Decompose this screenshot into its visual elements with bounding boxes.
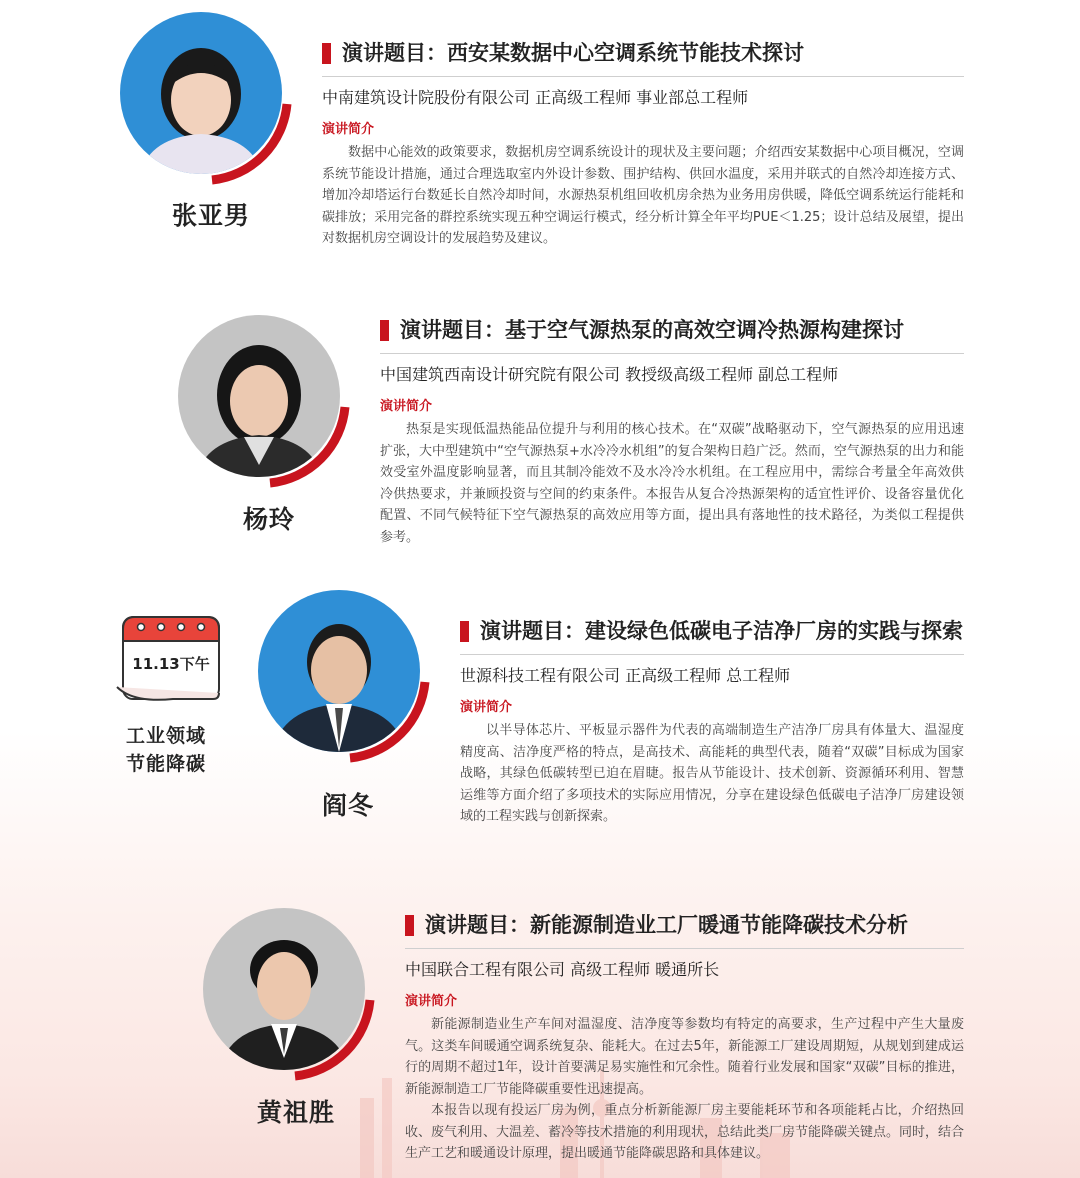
session-topic-line1: 工业领域: [126, 725, 207, 747]
session-topic-line2: 节能降碳: [126, 753, 207, 775]
talk-abstract: 以半导体芯片、平板显示器件为代表的高端制造生产洁净厂房具有体量大、温湿度精度高、洁净度严格的特点，是高技术、高能耗的典型代表，随着“双碳”目标成为国家战略，其绿色低碳转型已迫在眉睫。报告从节能设计、技术创新、资源循环利用、智慧运维等方面介绍了多项技术的实际应用情况，分享在建设绿色低碳电子洁净厂房建设领域的工程实践与创新探索。: [460, 723, 964, 824]
divider: [460, 654, 964, 655]
intro-label: 演讲简介: [322, 122, 375, 137]
speaker-name: 杨玲: [243, 505, 296, 534]
talk-title: 演讲题目：西安某数据中心空调系统节能技术探讨: [322, 38, 964, 68]
intro-label: 演讲简介: [460, 700, 513, 715]
session-topic: [126, 722, 206, 778]
speaker-info: [460, 616, 964, 828]
speaker-photo-3: [258, 590, 428, 760]
speaker-photo-2: [178, 315, 348, 485]
intro-label: 演讲简介: [405, 994, 458, 1009]
talk-abstract-paragraph-2: 本报告以现有投运厂房为例，重点分析新能源厂房主要能耗环节和各项能耗占比，介绍热回收、废气利用、大温差、蓄冷等技术措施的利用现状，总结此类厂房节能降碳关键点。同时，结合生产工艺和暖通设计原理，提出暖通节能降碳思路和具体建议。: [405, 1103, 965, 1161]
speaker-name: 阎冬: [322, 791, 375, 820]
talk-title: 演讲题目：基于空气源热泵的高效空调冷热源构建探讨: [380, 315, 964, 345]
date-badge-text: 11.13下午: [132, 655, 210, 673]
talk-abstract: [405, 1014, 964, 1165]
talk-title: 演讲题目：建设绿色低碳电子洁净厂房的实践与探索: [460, 616, 964, 646]
talk-title: 演讲题目：新能源制造业工厂暖通节能降碳技术分析: [405, 910, 964, 940]
avatar: [120, 12, 282, 174]
calendar-icon: [113, 607, 225, 707]
talk-abstract-paragraph-1: 新能源制造业生产车间对温湿度、洁净度等参数均有特定的高要求，生产过程中产生大量废气。这类车间暖通空调系统复杂、能耗大。在过去5年，新能源工厂建设周期短，从规划到建成运行的周期不超过1年，设计首要满足易实施性和冗余性。随着行业发展和国家“双碳”目标的推进，新能源制造工厂节能降碳重要性迅速提高。: [405, 1017, 964, 1097]
speaker-affiliation: 世源科技工程有限公司 正高级工程师 总工程师: [460, 666, 791, 685]
avatar: [178, 315, 340, 477]
divider: [380, 353, 964, 354]
talk-abstract: 数据中心能效的政策要求，数据机房空调系统设计的现状及主要问题；介绍西安某数据中心项目概况，空调系统节能设计措施，通过合理选取室内外设计参数、围护结构、供回水温度，采用并联式的自然冷却连接方式、增加冷却塔运行台数延长自然冷却时间，水源热泵机组回收机房余热为业务用房供暖，降低空调系统运行能耗和碳排放；采用完备的群控系统实现五种空调运行模式，经分析计算全年平均PUE＜1.25；设计总结及展望，提出对数据机房空调设计的发展趋势及建议。: [322, 145, 964, 246]
speaker-info: [322, 38, 964, 250]
speaker-info: [405, 910, 964, 1165]
speaker-name: 张亚男: [172, 201, 251, 230]
talk-abstract: 热泵是实现低温热能品位提升与利用的核心技术。在“双碳”战略驱动下，空气源热泵的应用迅速扩张，大中型建筑中“空气源热泵+水冷冷水机组”的复合架构日趋广泛。然而，空气源热泵的出力和能效受室外温度影响显著，而且其制冷能效不及水冷冷水机组。在工程应用中，需综合考量全年高效供冷供热要求，并兼顾投资与空间的约束条件。本报告从复合冷热源架构的适宜性评价、设备容量优化配置、不同气候特征下空气源热泵的高效应用等方面，提出具有落地性的技术路径，为类似工程提供参考。: [380, 422, 964, 545]
avatar: [203, 908, 365, 1070]
divider: [405, 948, 964, 949]
speaker-affiliation: 中国建筑西南设计研究院有限公司 教授级高级工程师 副总工程师: [380, 365, 839, 384]
speaker-affiliation: 中南建筑设计院股份有限公司 正高级工程师 事业部总工程师: [322, 88, 749, 107]
avatar: [258, 590, 420, 752]
speaker-name: 黄祖胜: [257, 1098, 336, 1127]
divider: [322, 76, 964, 77]
speaker-info: [380, 315, 964, 548]
intro-label: 演讲简介: [380, 399, 433, 414]
speaker-photo-1: [120, 12, 290, 182]
speaker-photo-4: [203, 908, 373, 1078]
speaker-affiliation: 中国联合工程有限公司 高级工程师 暖通所长: [405, 960, 720, 979]
